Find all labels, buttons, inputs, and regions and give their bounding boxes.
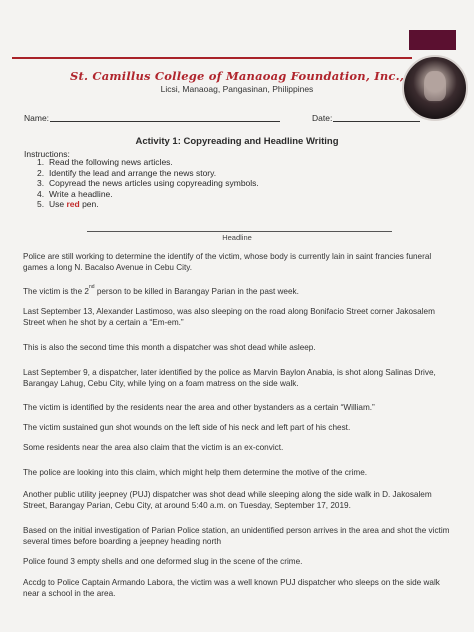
instructions-list: [37, 157, 259, 210]
news-paragraph: This is also the second time this month a dispatcher was shot dead while asleep.: [23, 343, 316, 352]
headline-line[interactable]: [87, 231, 392, 232]
instruction-item: 2. Identify the lead and arrange the news story.: [37, 167, 217, 178]
instructions-label: Instructions:: [24, 149, 70, 159]
news-paragraph: Last September 13, Alexander Lastimoso, was also sleeping on the road along Bonifacio Street corner Jakosalem Street when he shot by a certain a “Em-em.”: [23, 307, 435, 327]
news-paragraph: The police are looking into this claim, which might help them determine the motive of the crime.: [23, 468, 368, 477]
news-paragraph: Some residents near the area also claim that the victim is an ex-convict.: [23, 443, 284, 452]
news-paragraph: The victim sustained gun shot wounds on the left side of his neck and left part of his chest.: [23, 423, 351, 432]
red-highlight: red: [66, 199, 80, 210]
instruction-item: 5. Use red pen.: [37, 199, 99, 210]
activity-title: Activity 1: Copyreading and Headline Writing: [135, 136, 339, 147]
maroon-tab: [409, 30, 456, 50]
news-paragraph: Police are still working to determine the identify of the victim, whose body is currently lain in saint francies funeral games a long N. Bacalso Avenue in Cebu City.: [23, 252, 432, 272]
header-rule: [12, 57, 412, 59]
date-line[interactable]: [333, 121, 420, 122]
date-label: Date:: [312, 113, 333, 123]
instruction-item: 3. Copyread the news articles using copyreading symbols.: [37, 178, 259, 189]
name-line[interactable]: [50, 121, 280, 122]
news-paragraph: Police found 3 empty shells and one deformed slug in the scene of the crime.: [23, 557, 303, 566]
school-name: St. Camillus College of Manaoag Foundation, Inc.,: [69, 69, 405, 83]
name-label: Name:: [24, 113, 50, 123]
instruction-item: 4. Write a headline.: [37, 188, 113, 199]
school-address: Licsi, Manaoag, Pangasinan, Philippines: [160, 84, 314, 94]
instruction-item: 1. Read the following news articles.: [37, 157, 173, 167]
headline-label: Headline: [222, 233, 252, 242]
news-paragraph: Based on the initial investigation of Parian Police station, an unidentified person arrives in the area and shot the victim several times before boarding a jeepney heading north: [23, 526, 450, 546]
news-paragraph: The victim is the 2nd person to be killed in Barangay Parian in the past week.: [23, 284, 299, 296]
news-paragraph: The victim is identified by the residents near the area and other bystanders as a certain “William.”: [23, 403, 375, 412]
news-paragraph: Accdg to Police Captain Armando Labora, the victim was a well known PUJ dispatcher who sleeps on the side walk near a school in the area.: [23, 578, 440, 598]
news-paragraph: Another public utility jeepney (PUJ) dispatcher was shot dead while sleeping along the side walk in D. Jakosalem Street, Barangay Parian, Cebu City, at around 5:40 a.m. on Tuesday, September 17, 2019.: [23, 490, 432, 510]
news-paragraph: Last September 9, a dispatcher, later identified by the police as Marvin Baylon Anabia, is shot along Salinas Drive, Barangay Lahug, Cebu City, while lying on a foam matress on the side walk.: [23, 368, 436, 388]
